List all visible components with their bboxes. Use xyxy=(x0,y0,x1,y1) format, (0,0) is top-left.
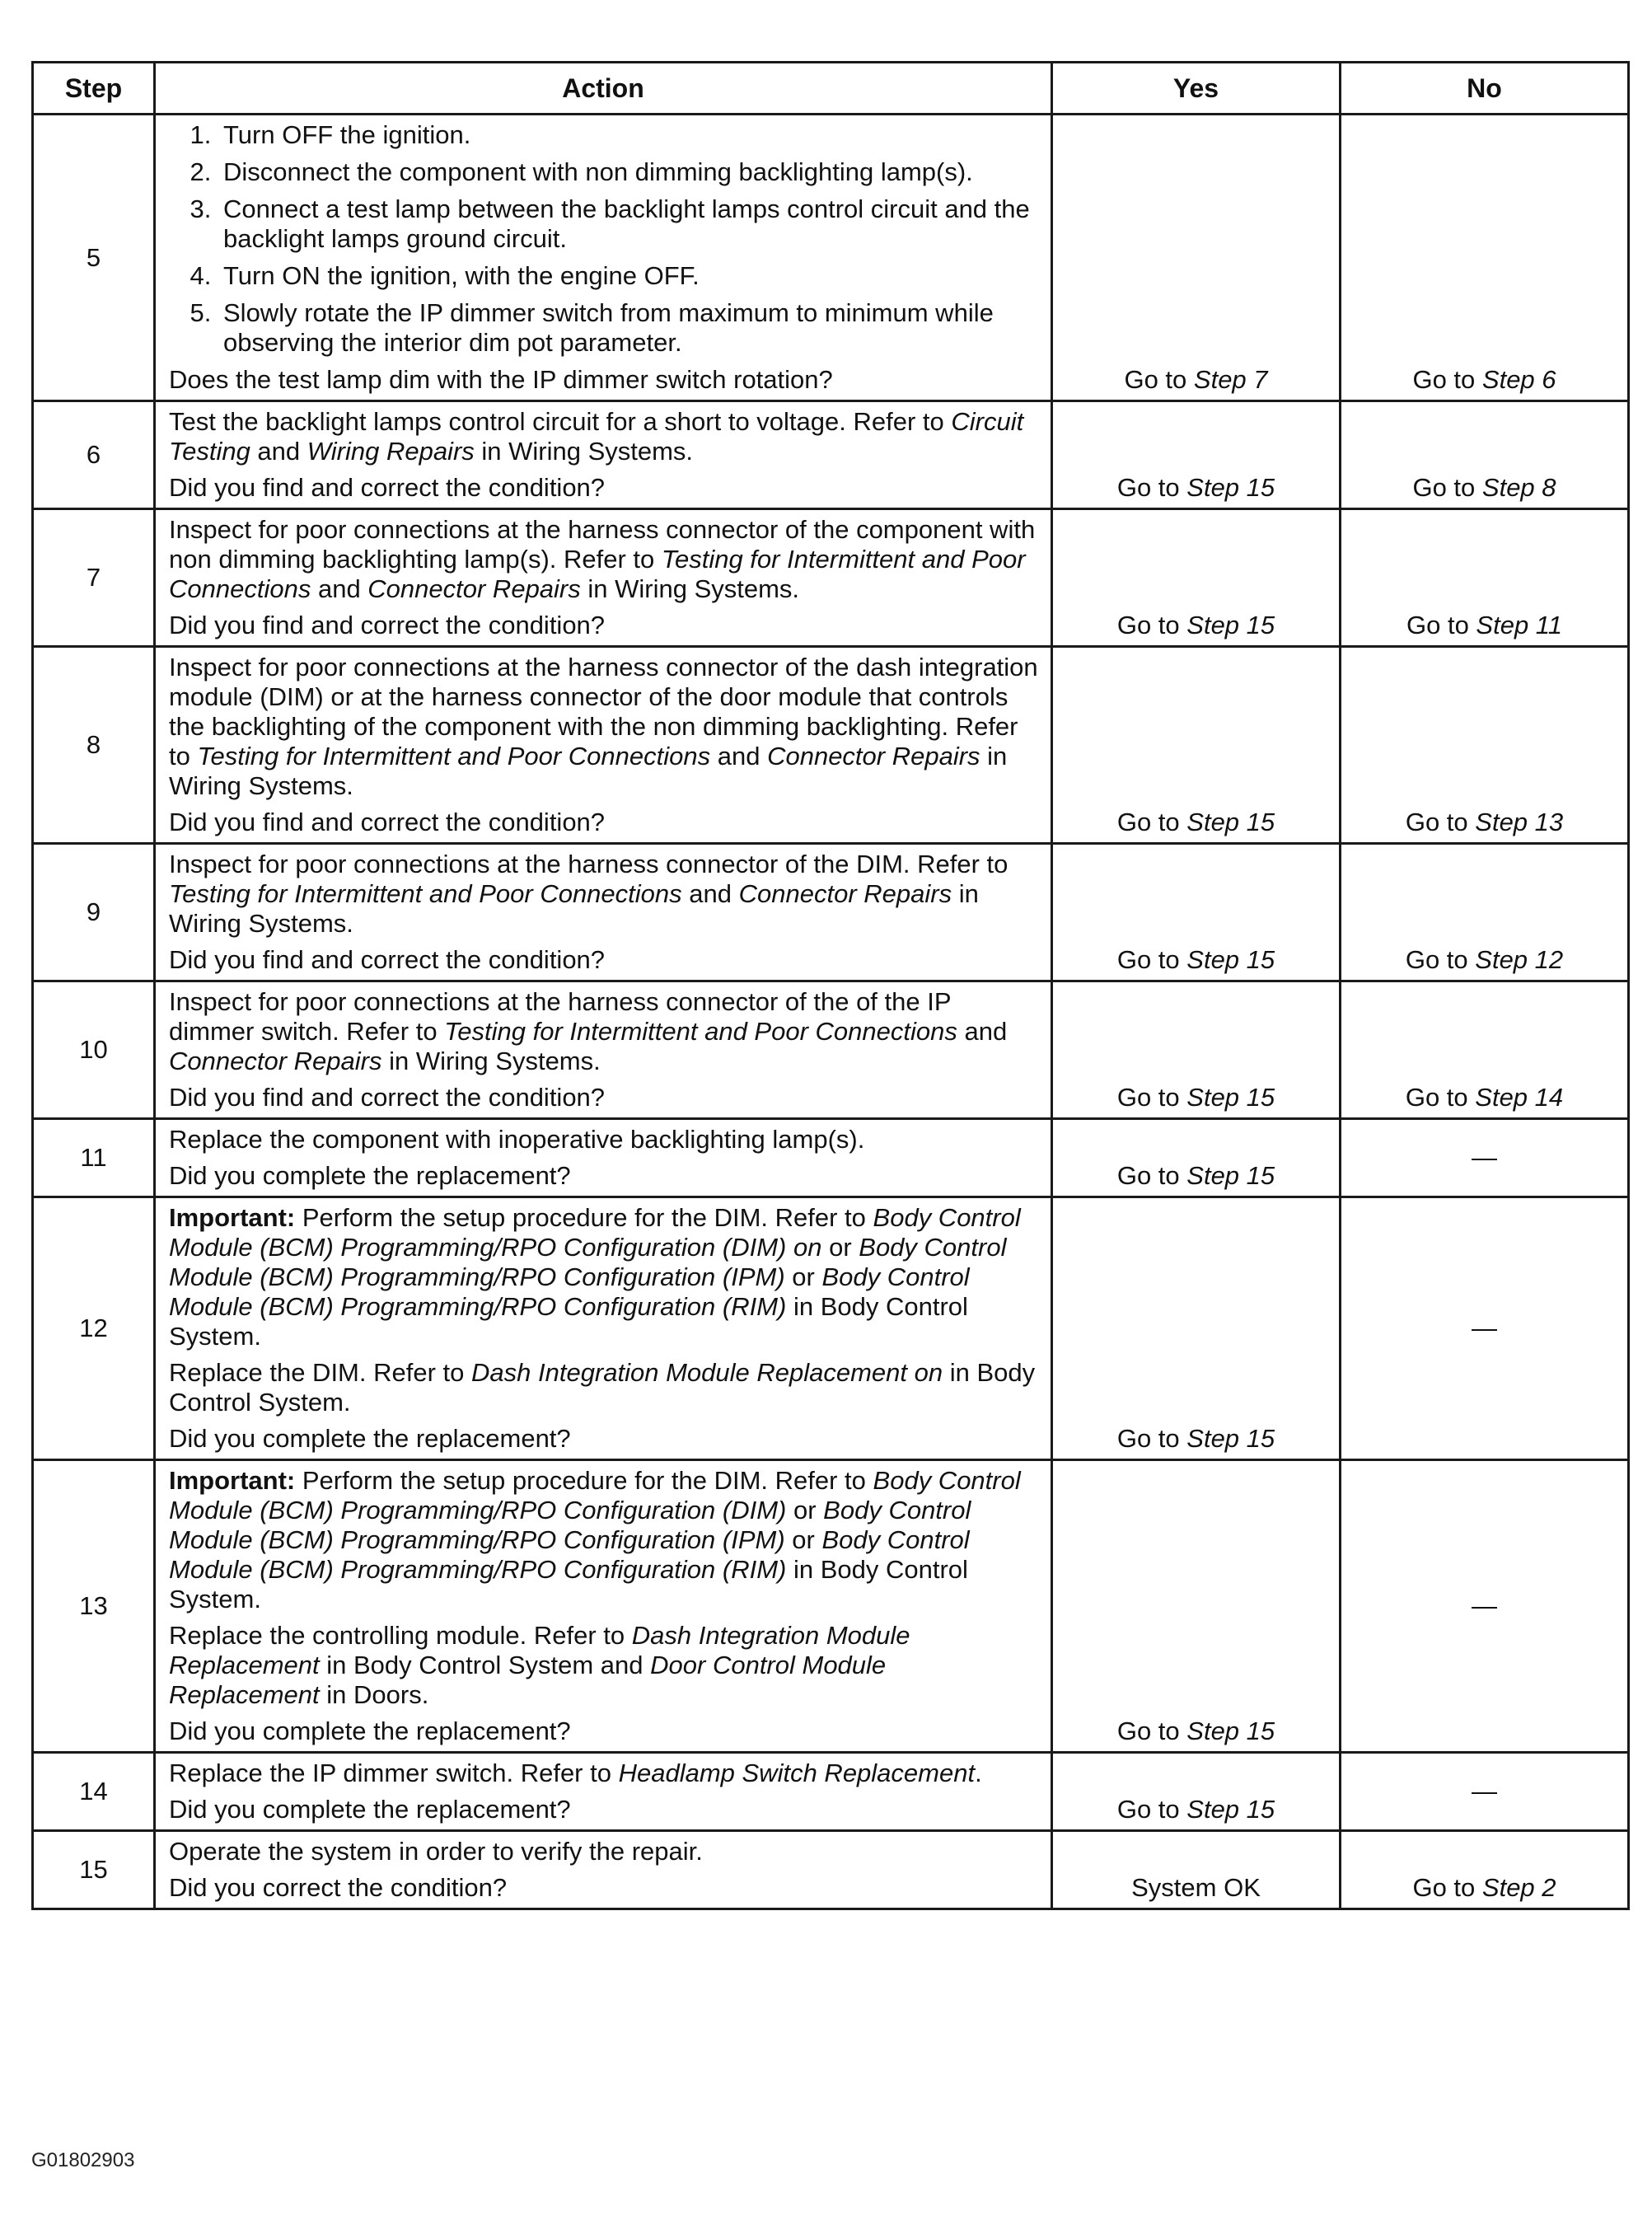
yes-result-text: Go to xyxy=(1116,1717,1187,1745)
action-text: and xyxy=(311,574,368,603)
yes-cell xyxy=(1052,1831,1341,1909)
yes-result-text: Go to xyxy=(1116,473,1187,502)
yes-step-reference: Step 15 xyxy=(1186,1795,1275,1824)
no-result-text: Go to xyxy=(1412,365,1482,394)
no-result-text: Go to xyxy=(1405,945,1476,974)
no-result-text: Go to xyxy=(1412,1873,1482,1902)
action-text: Replace the DIM. Refer to xyxy=(169,1358,471,1387)
action-text: in Body Control System. xyxy=(169,1555,968,1613)
table-row xyxy=(33,509,1629,647)
no-result-text: — xyxy=(1472,1591,1497,1620)
no-cell xyxy=(1341,1831,1629,1909)
no-cell xyxy=(1341,1753,1629,1831)
action-paragraph xyxy=(169,1358,1042,1417)
action-question: Did you complete the replacement? xyxy=(169,1795,571,1824)
reference-link-text: Testing for Intermittent and Poor Connections xyxy=(169,879,682,908)
action-text: or xyxy=(786,1496,824,1524)
procedure-list xyxy=(169,120,1042,358)
step-number: 6 xyxy=(33,401,155,509)
reference-link-text: Door Control Module Replacement xyxy=(169,1651,887,1709)
yes-cell xyxy=(1052,1460,1341,1753)
action-question: Did you find and correct the condition? xyxy=(169,808,606,836)
reference-link-text: Connector Repairs xyxy=(767,742,980,770)
action-question: Did you complete the replacement? xyxy=(169,1424,571,1453)
step-number: 7 xyxy=(33,509,155,647)
header-yes: Yes xyxy=(1052,63,1341,115)
no-cell xyxy=(1341,1119,1629,1197)
action-cell xyxy=(155,647,1052,844)
action-question: Did you find and correct the condition? xyxy=(169,1083,606,1112)
action-text: Inspect for poor connections at the harness connector of the of the IP dimmer switch. Refer to xyxy=(169,987,951,1046)
step-number: 11 xyxy=(33,1119,155,1197)
yes-cell xyxy=(1052,647,1341,844)
action-text: and xyxy=(710,742,768,770)
yes-result-text: Go to xyxy=(1116,1083,1187,1112)
no-result-text: Go to xyxy=(1405,808,1476,836)
action-cell xyxy=(155,1197,1052,1460)
no-step-reference: Step 11 xyxy=(1476,611,1562,639)
action-text: in Wiring Systems. xyxy=(169,742,1008,800)
action-paragraph xyxy=(169,653,1042,801)
step-number: 13 xyxy=(33,1460,155,1753)
yes-cell xyxy=(1052,509,1341,647)
reference-link-text: Testing for Intermittent and Poor Connections xyxy=(169,545,1026,603)
action-cell xyxy=(155,1831,1052,1909)
no-cell xyxy=(1341,115,1629,401)
action-text: in Wiring Systems. xyxy=(580,574,800,603)
action-cell xyxy=(155,509,1052,647)
action-paragraph xyxy=(169,987,1042,1076)
yes-result-text: Go to xyxy=(1116,1795,1187,1824)
reference-link-text: Dash Integration Module Replacement on xyxy=(471,1358,943,1387)
action-text: in Doors. xyxy=(319,1680,429,1709)
header-action: Action xyxy=(155,63,1052,115)
reference-link-text: Circuit Testing xyxy=(169,407,1024,466)
action-question: Did you complete the replacement? xyxy=(169,1161,571,1190)
reference-link-text: Body Control Module (BCM) Programming/RPO Configuration (IPM) xyxy=(169,1233,1007,1291)
reference-link-text: Dash Integration Module Replacement xyxy=(169,1621,910,1679)
reference-link-text: Testing for Intermittent and Poor Connections xyxy=(444,1017,957,1046)
table-row xyxy=(33,115,1629,401)
yes-cell xyxy=(1052,844,1341,981)
step-number: 15 xyxy=(33,1831,155,1909)
reference-link-text: Connector Repairs xyxy=(169,1047,382,1075)
no-result-text: — xyxy=(1472,1777,1497,1806)
no-step-reference: Step 6 xyxy=(1481,365,1556,394)
action-text: in Wiring Systems. xyxy=(474,437,694,466)
action-text: and xyxy=(957,1017,1008,1046)
action-text: in Body Control System. xyxy=(169,1358,1036,1417)
table-row xyxy=(33,1119,1629,1197)
table-row xyxy=(33,1197,1629,1460)
important-label: Important: xyxy=(169,1203,296,1232)
no-cell xyxy=(1341,509,1629,647)
yes-step-reference: Step 15 xyxy=(1186,1424,1275,1453)
action-paragraph xyxy=(169,1125,1042,1154)
no-result-text: Go to xyxy=(1406,611,1477,639)
no-result-text: — xyxy=(1472,1143,1497,1172)
table-row xyxy=(33,1753,1629,1831)
action-text: Operate the system in order to verify the repair. xyxy=(169,1837,703,1866)
yes-step-reference: Step 15 xyxy=(1186,808,1275,836)
no-step-reference: Step 13 xyxy=(1475,808,1564,836)
action-question: Did you find and correct the condition? xyxy=(169,611,606,639)
action-text: Perform the setup procedure for the DIM. Refer to xyxy=(295,1466,873,1495)
no-cell xyxy=(1341,401,1629,509)
action-question: Does the test lamp dim with the IP dimmer switch rotation? xyxy=(169,365,833,394)
no-step-reference: Step 8 xyxy=(1481,473,1556,502)
action-paragraph xyxy=(169,850,1042,939)
action-text: or xyxy=(784,1262,822,1291)
procedure-list-item: 3. Connect a test lamp between the backlight lamps control circuit and the backlight lamps ground circuit. xyxy=(218,194,1042,254)
no-cell xyxy=(1341,981,1629,1119)
action-text: Test the backlight lamps control circuit for a short to voltage. Refer to xyxy=(169,407,952,436)
yes-result-text: Go to xyxy=(1116,1424,1187,1453)
reference-link-text: Connector Repairs xyxy=(367,574,581,603)
action-question: Did you complete the replacement? xyxy=(169,1717,571,1745)
yes-result-text: System OK xyxy=(1131,1873,1261,1902)
action-text: and xyxy=(250,437,307,466)
procedure-list-item: 1. Turn OFF the ignition. xyxy=(218,120,1042,150)
action-cell xyxy=(155,401,1052,509)
no-step-reference: Step 14 xyxy=(1475,1083,1564,1112)
yes-step-reference: Step 15 xyxy=(1186,1161,1275,1190)
step-number: 10 xyxy=(33,981,155,1119)
action-paragraph xyxy=(169,1759,1042,1788)
no-cell xyxy=(1341,1460,1629,1753)
yes-step-reference: Step 15 xyxy=(1186,611,1275,639)
yes-result-text: Go to xyxy=(1124,365,1194,394)
step-number: 14 xyxy=(33,1753,155,1831)
table-row xyxy=(33,1831,1629,1909)
yes-cell xyxy=(1052,1119,1341,1197)
yes-step-reference: Step 7 xyxy=(1193,365,1268,394)
header-step: Step xyxy=(33,63,155,115)
action-text: and xyxy=(681,879,739,908)
yes-result-text: Go to xyxy=(1116,1161,1187,1190)
action-text: in Body Control System. xyxy=(169,1292,968,1351)
yes-step-reference: Step 15 xyxy=(1186,1083,1275,1112)
no-step-reference: Step 12 xyxy=(1475,945,1564,974)
important-label: Important: xyxy=(169,1466,296,1495)
yes-cell xyxy=(1052,115,1341,401)
action-text: Perform the setup procedure for the DIM. Refer to xyxy=(295,1203,873,1232)
action-cell xyxy=(155,1753,1052,1831)
figure-id: G01802903 xyxy=(31,2149,135,2171)
action-paragraph xyxy=(169,1621,1042,1710)
action-text: Replace the IP dimmer switch. Refer to xyxy=(169,1759,619,1787)
action-text: or xyxy=(821,1233,859,1262)
table-row xyxy=(33,401,1629,509)
procedure-list-item: 4. Turn ON the ignition, with the engine OFF. xyxy=(218,261,1042,291)
yes-cell xyxy=(1052,401,1341,509)
action-cell xyxy=(155,1119,1052,1197)
diagnostic-table xyxy=(31,61,1630,1910)
yes-result-text: Go to xyxy=(1116,945,1187,974)
reference-link-text: Headlamp Switch Replacement xyxy=(618,1759,976,1787)
yes-result-text: Go to xyxy=(1116,611,1187,639)
no-cell xyxy=(1341,647,1629,844)
action-paragraph xyxy=(169,1837,1042,1866)
action-text: in Wiring Systems. xyxy=(169,879,979,938)
yes-step-reference: Step 15 xyxy=(1186,945,1275,974)
action-paragraph xyxy=(169,1466,1042,1614)
action-cell xyxy=(155,1460,1052,1753)
yes-step-reference: Step 15 xyxy=(1186,1717,1275,1745)
action-paragraph xyxy=(169,407,1042,466)
action-paragraph xyxy=(169,1203,1042,1351)
table-row xyxy=(33,844,1629,981)
table-row xyxy=(33,647,1629,844)
step-number: 12 xyxy=(33,1197,155,1460)
action-paragraph xyxy=(169,515,1042,604)
action-text: or xyxy=(784,1525,822,1554)
no-cell xyxy=(1341,1197,1629,1460)
table-body xyxy=(33,115,1629,1909)
no-result-text: — xyxy=(1472,1314,1497,1342)
reference-link-text: Body Control Module (BCM) Programming/RPO Configuration (RIM) xyxy=(169,1525,970,1584)
yes-result-text: Go to xyxy=(1116,808,1187,836)
yes-cell xyxy=(1052,1197,1341,1460)
no-cell xyxy=(1341,844,1629,981)
action-text: in Wiring Systems. xyxy=(381,1047,601,1075)
reference-link-text: Body Control Module (BCM) Programming/RPO Configuration (RIM) xyxy=(169,1262,970,1321)
header-no: No xyxy=(1341,63,1629,115)
step-number: 5 xyxy=(33,115,155,401)
yes-cell xyxy=(1052,981,1341,1119)
action-text: Inspect for poor connections at the harness connector of the DIM. Refer to xyxy=(169,850,1009,878)
no-step-reference: Step 2 xyxy=(1481,1873,1556,1902)
action-text: . xyxy=(975,1759,982,1787)
header-row xyxy=(33,63,1629,115)
action-text: Replace the controlling module. Refer to xyxy=(169,1621,632,1650)
reference-link-text: Wiring Repairs xyxy=(307,437,475,466)
action-text: in Body Control System and xyxy=(319,1651,651,1679)
action-text: Inspect for poor connections at the harness connector of the component with non dimming backlighting lamp(s). Refer to xyxy=(169,515,1036,574)
yes-cell xyxy=(1052,1753,1341,1831)
no-result-text: Go to xyxy=(1405,1083,1476,1112)
diagnostic-table-container xyxy=(31,61,1627,1910)
no-result-text: Go to xyxy=(1412,473,1482,502)
procedure-list-item: 5. Slowly rotate the IP dimmer switch from maximum to minimum while observing the interior dim pot parameter. xyxy=(218,298,1042,358)
reference-link-text: Connector Repairs xyxy=(738,879,952,908)
reference-link-text: Body Control Module (BCM) Programming/RPO Configuration (IPM) xyxy=(169,1496,971,1554)
action-cell xyxy=(155,115,1052,401)
procedure-list-item: 2. Disconnect the component with non dimming backlighting lamp(s). xyxy=(218,157,1042,187)
action-text: Replace the component with inoperative backlighting lamp(s). xyxy=(169,1125,865,1154)
step-number: 8 xyxy=(33,647,155,844)
table-row xyxy=(33,981,1629,1119)
action-question: Did you find and correct the condition? xyxy=(169,473,606,502)
action-question: Did you find and correct the condition? xyxy=(169,945,606,974)
reference-link-text: Body Control Module (BCM) Programming/RPO Configuration (DIM) on xyxy=(169,1203,1021,1262)
action-cell xyxy=(155,981,1052,1119)
action-cell xyxy=(155,844,1052,981)
table-row xyxy=(33,1460,1629,1753)
step-number: 9 xyxy=(33,844,155,981)
action-text: Inspect for poor connections at the harness connector of the dash integration module (DIM) or at the harness connector of the door module that controls the backlighting of the component with the non dimming backlighting. Refer to xyxy=(169,653,1038,770)
yes-step-reference: Step 15 xyxy=(1186,473,1275,502)
reference-link-text: Testing for Intermittent and Poor Connections xyxy=(197,742,711,770)
reference-link-text: Body Control Module (BCM) Programming/RPO Configuration (DIM) xyxy=(169,1466,1021,1524)
action-question: Did you correct the condition? xyxy=(169,1873,508,1902)
